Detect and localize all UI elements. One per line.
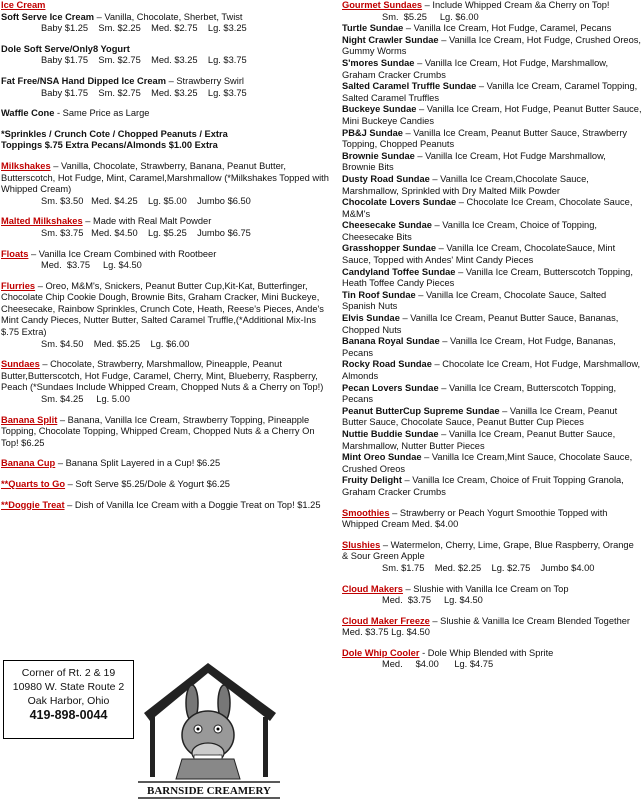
flurries-prices: Sm. $4.50 Med. $5.25 Lg. $6.00 <box>41 338 190 349</box>
smoothies-item <box>342 508 642 531</box>
item-desc: – Dish of Vanilla Ice Cream with a Doggie Treat on Top! $1.25 <box>64 499 321 510</box>
flurries-item <box>1 281 331 339</box>
sundae-desc: – Vanilla Ice Cream, ChocolateSauce, Mint Sauce, Topped with Andes' Mint Candy Pieces <box>342 243 616 266</box>
sundae-desc: – Vanilla Ice Cream, Hot Fudge, Peanut Butter Sauce, Mini Buckeye Candies <box>342 104 642 126</box>
sundae-desc: – Vanilla Ice Cream, Hot Fudge, Marshmallow, Graham Cracker Crumbs <box>342 57 609 80</box>
sundae-name: Dusty Road Sundae <box>342 173 430 184</box>
item-name: Flurries <box>1 280 36 291</box>
item-name: Waffle Cone <box>1 108 55 119</box>
gourmet-sundae-list <box>342 23 642 498</box>
item-desc: – Chocolate, Strawberry, Marshmallow, Pineapple, Peanut Butter,Butterscotch, Hot Fudge, Caramel, Cherry, Mint, Blueberry, Raspberry, Peach (*Sundaes Include Whipped Cream, Chopped Nuts & a Cherry on Top!) <box>1 359 324 393</box>
sundae-desc: – Vanilla Ice Cream, Caramel Topping, Salted Caramel Truffles <box>342 81 638 103</box>
sundae-item <box>342 475 642 498</box>
cloud-maker-freeze-item <box>342 616 642 639</box>
item-desc: – Banana Split Layered in a Cup! $6.25 <box>55 458 221 469</box>
address-line-2: 10980 W. State Route 2 <box>12 681 125 693</box>
sundae-name: Turtle Sundae <box>342 23 404 34</box>
item-name: Dole Whip Cooler <box>342 647 420 658</box>
sundae-item <box>342 220 642 243</box>
dole-prices: Baby $1.75 Sm. $2.75 Med. $3.25 Lg. $3.75 <box>41 55 247 66</box>
sundae-desc: – Vanilla Ice Cream, Butterscotch Topping, Pecans <box>342 382 617 405</box>
item-name: Fat Free/NSA Hand Dipped Ice Cream <box>1 75 166 86</box>
item-desc: – Soft Serve $5.25/Dole & Yogurt $6.25 <box>65 479 230 489</box>
item-name: Cloud Makers <box>342 583 403 594</box>
item-desc: – Include Whipped Cream &a Cherry on Top! <box>422 0 610 10</box>
soft-serve-item <box>1 12 331 24</box>
sundae-name: Salted Caramel Truffle Sundae <box>342 81 477 92</box>
waffle-item <box>1 108 331 120</box>
item-desc: – Banana, Vanilla Ice Cream, Strawberry Topping, Pineapple Topping, Chocolate Topping, Whipped Cream, Chopped Nuts & a Cherry On Top! $6.25 <box>1 414 315 448</box>
sundae-item <box>342 452 642 475</box>
item-name: Banana Split <box>1 414 58 425</box>
item-desc: – Slushie & Vanilla Ice Cream Blended Together Med. $3.75 Lg. $4.50 <box>342 615 631 638</box>
address-line-3: Oak Harbor, Ohio <box>27 695 110 707</box>
sundae-desc: – Vanilla Ice Cream, Hot Fudge, Crushed Oreos, Gummy Worms <box>342 34 641 57</box>
sundae-item <box>342 23 642 35</box>
item-name: Malted Milkshakes <box>1 216 83 227</box>
malted-prices: Sm. $3.75 Med. $4.50 Lg. $5.25 Jumbo $6.75 <box>41 227 251 238</box>
dole-whip-prices: Med. $4.00 Lg. $4.75 <box>382 659 494 670</box>
sundae-desc: – Vanilla Ice Cream, Peanut Butter Sauce, Chocolate Sauce, Peanut Butter Cup Pieces <box>342 405 618 428</box>
sundae-desc: – Vanilla Ice Cream, Hot Fudge, Bananas, Pecans <box>342 336 616 358</box>
item-name: Banana Cup <box>1 458 56 469</box>
sundae-name: Peanut ButterCup Supreme Sundae <box>342 405 500 416</box>
item-name: Slushies <box>342 539 381 550</box>
gourmet-prices: Sm. $5.25 Lg. $6.00 <box>382 11 479 22</box>
sundae-item <box>342 313 642 336</box>
item-desc: – Strawberry Swirl <box>165 75 244 86</box>
milkshakes-item <box>1 161 331 196</box>
right-column <box>342 0 642 671</box>
sundae-desc: – Vanilla Ice Cream, Hot Fudge, Caramel, Pecans <box>403 23 612 34</box>
item-desc: - Dole Whip Blended with Sprite <box>419 647 554 658</box>
sundae-item <box>342 197 642 220</box>
sundaes-item <box>1 359 331 394</box>
item-name: Sundaes <box>1 359 40 370</box>
item-name: **Quarts to Go <box>1 479 66 489</box>
sundae-name: Banana Royal Sundae <box>342 336 440 347</box>
sundae-name: Pecan Lovers Sundae <box>342 382 439 393</box>
address-line-1: Corner of Rt. 2 & 19 <box>21 667 116 679</box>
sundae-desc: – Vanilla Ice Cream, Hot Fudge Marshmallow, Brownie Bits <box>342 150 606 173</box>
item-name: Cloud Maker Freeze <box>342 615 430 626</box>
left-column <box>1 0 331 511</box>
gourmet-sundaes-item <box>342 0 642 12</box>
sundae-desc: – Vanilla Ice Cream,Mint Sauce, Chocolate Sauce, Crushed Oreos <box>342 452 633 474</box>
sundae-item <box>342 58 642 81</box>
sundae-name: Fruity Delight <box>342 475 402 486</box>
address-box <box>3 660 134 739</box>
fatfree-prices: Baby $1.75 Sm. $2.75 Med. $3.25 Lg. $3.75 <box>41 87 247 98</box>
floats-item <box>1 249 331 261</box>
sundae-item <box>342 174 642 197</box>
cloud-makers-item <box>342 584 642 596</box>
item-name: Soft Serve Ice Cream <box>1 11 95 22</box>
sundae-name: Candyland Toffee Sundae <box>342 266 456 277</box>
sundae-name: Chocolate Lovers Sundae <box>342 197 457 208</box>
sundae-desc: – Vanilla Ice Cream, Peanut Butter Sauce, Marshmallow, Nutter Butter Pieces <box>342 428 616 451</box>
item-desc: – Oreo, M&M's, Snickers, Peanut Butter Cup,Kit-Kat, Butterfinger, Chocolate Chip Cookie Dough, Brownie Bits, Graham Cracker, Mini Buckeye, Cheesecake, Rainbow Sprinkles, Crunch Cote, Heath, Reese's Pieces, Ande's Mint Candy Pieces, Nutter Butter, Salted Caramel Truffle,(*Additional Mix-Ins $.75 Extra) <box>1 280 324 338</box>
banana-cup-item <box>1 458 331 470</box>
milkshakes-prices: Sm. $3.50 Med. $4.25 Lg. $5.00 Jumbo $6.50 <box>41 195 251 206</box>
sundae-name: Rocky Road Sundae <box>342 359 432 370</box>
slushies-prices: Sm. $1.75 Med. $2.25 Lg. $2.75 Jumbo $4.00 <box>382 562 595 573</box>
phone-number: 419-898-0044 <box>29 708 108 722</box>
sundae-item <box>342 243 642 266</box>
sundae-name: Night Crawler Sundae <box>342 34 439 45</box>
sundae-name: PB&J Sundae <box>342 127 403 138</box>
item-name: Gourmet Sundaes <box>342 0 423 10</box>
sundae-item <box>342 406 642 429</box>
sundae-item <box>342 81 642 104</box>
soft-serve-prices: Baby $1.25 Sm. $2.25 Med. $2.75 Lg. $3.25 <box>41 23 247 34</box>
item-name: **Doggie Treat <box>1 499 65 510</box>
slushies-item <box>342 540 642 563</box>
doggie-treat-item <box>1 500 331 512</box>
sundae-name: Cheesecake Sundae <box>342 220 432 231</box>
logo-text: BARNSIDE CREAMERY <box>147 785 271 797</box>
sundae-name: Nuttie Buddie Sundae <box>342 428 439 439</box>
sundae-name: Elvis Sundae <box>342 313 400 324</box>
sundae-item <box>342 383 642 406</box>
toppings-line-1: *Sprinkles / Crunch Cote / Chopped Peanuts / Extra <box>1 128 228 139</box>
dole-item: Dole Soft Serve/Only8 Yogurt <box>1 43 130 54</box>
sundae-item <box>342 290 642 313</box>
sundae-item <box>342 104 642 127</box>
item-desc: – Watermelon, Cherry, Lime, Grape, Blue Raspberry, Orange & Sour Green Apple <box>342 539 634 562</box>
sundae-name: Buckeye Sundae <box>342 104 417 115</box>
sundae-name: Grasshopper Sundae <box>342 243 437 254</box>
ice-cream-header: Ice Cream <box>1 0 46 10</box>
item-desc: – Made with Real Malt Powder <box>82 216 212 227</box>
cloud-makers-prices: Med. $3.75 Lg. $4.50 <box>382 595 483 606</box>
sundae-item <box>342 429 642 452</box>
sundae-desc: – Vanilla Ice Cream, Butterscotch Topping, Heath Toffee Candy Pieces <box>342 266 633 289</box>
sundae-name: S'mores Sundae <box>342 57 415 68</box>
item-desc: - Same Price as Large <box>54 108 150 119</box>
sundae-name: Mint Oreo Sundae <box>342 452 422 463</box>
sundae-desc: – Vanilla Ice Cream, Chocolate Sauce, Salted Spanish Nuts <box>342 289 607 312</box>
item-desc: – Vanilla Ice Cream Combined with Rootbeer <box>28 248 217 259</box>
sundae-desc: – Vanilla Ice Cream, Choice of Fruit Topping Granola, Graham Cracker Crumbs <box>342 475 624 497</box>
sundae-desc: – Vanilla Ice Cream, Choice of Topping, Cheesecake Bits <box>342 220 597 242</box>
banana-split-item <box>1 415 331 450</box>
sundae-desc: – Vanilla Ice Cream, Peanut Butter Sauce, Strawberry Topping, Chopped Peanuts <box>342 127 628 150</box>
item-name: Floats <box>1 248 29 259</box>
sundae-desc: – Chocolate Ice Cream, Hot Fudge, Marshmallow, Almonds <box>342 359 641 381</box>
sundae-item <box>342 35 642 58</box>
dole-whip-cooler-item <box>342 648 642 660</box>
item-desc: – Vanilla, Chocolate, Sherbet, Twist <box>94 11 243 22</box>
item-name: Milkshakes <box>1 160 51 171</box>
sundae-item <box>342 267 642 290</box>
item-desc: – Vanilla, Chocolate, Strawberry, Banana, Peanut Butter, Butterscotch, Hot Fudge, Mint, Caramel,Marshmallow (*Milkshakes Topped with Whipped Cream) <box>1 160 329 195</box>
sundae-desc: – Vanilla Ice Cream, Peanut Butter Sauce, Bananas, Chopped Nuts <box>342 313 619 335</box>
sundae-name: Tin Roof Sundae <box>342 289 416 300</box>
sundae-item <box>342 336 642 359</box>
toppings-line-2: Toppings $.75 Extra Pecans/Almonds $1.00 Extra <box>1 140 218 151</box>
fatfree-item <box>1 76 331 88</box>
sundae-item <box>342 128 642 151</box>
sundae-desc: – Vanilla Ice Cream,Chocolate Sauce, Marshmallow, Sprinkled with Dry Malted Milk Powder <box>342 173 589 196</box>
barnside-creamery-logo <box>136 655 282 800</box>
item-desc: – Slushie with Vanilla Ice Cream on Top <box>402 583 569 594</box>
item-desc: – Strawberry or Peach Yogurt Smoothie Topped with Whipped Cream Med. $4.00 <box>342 507 608 530</box>
sundae-item <box>342 359 642 382</box>
item-name: Smoothies <box>342 507 390 518</box>
sundae-desc: – Chocolate Ice Cream, Chocolate Sauce, M&M's <box>342 197 633 219</box>
quarts-item <box>1 479 331 491</box>
sundaes-prices: Sm. $4.25 Lg. 5.00 <box>41 394 130 405</box>
sundae-name: Brownie Sundae <box>342 150 415 161</box>
sundae-item <box>342 151 642 174</box>
floats-prices: Med. $3.75 Lg. $4.50 <box>41 260 142 271</box>
malted-item <box>1 216 331 228</box>
